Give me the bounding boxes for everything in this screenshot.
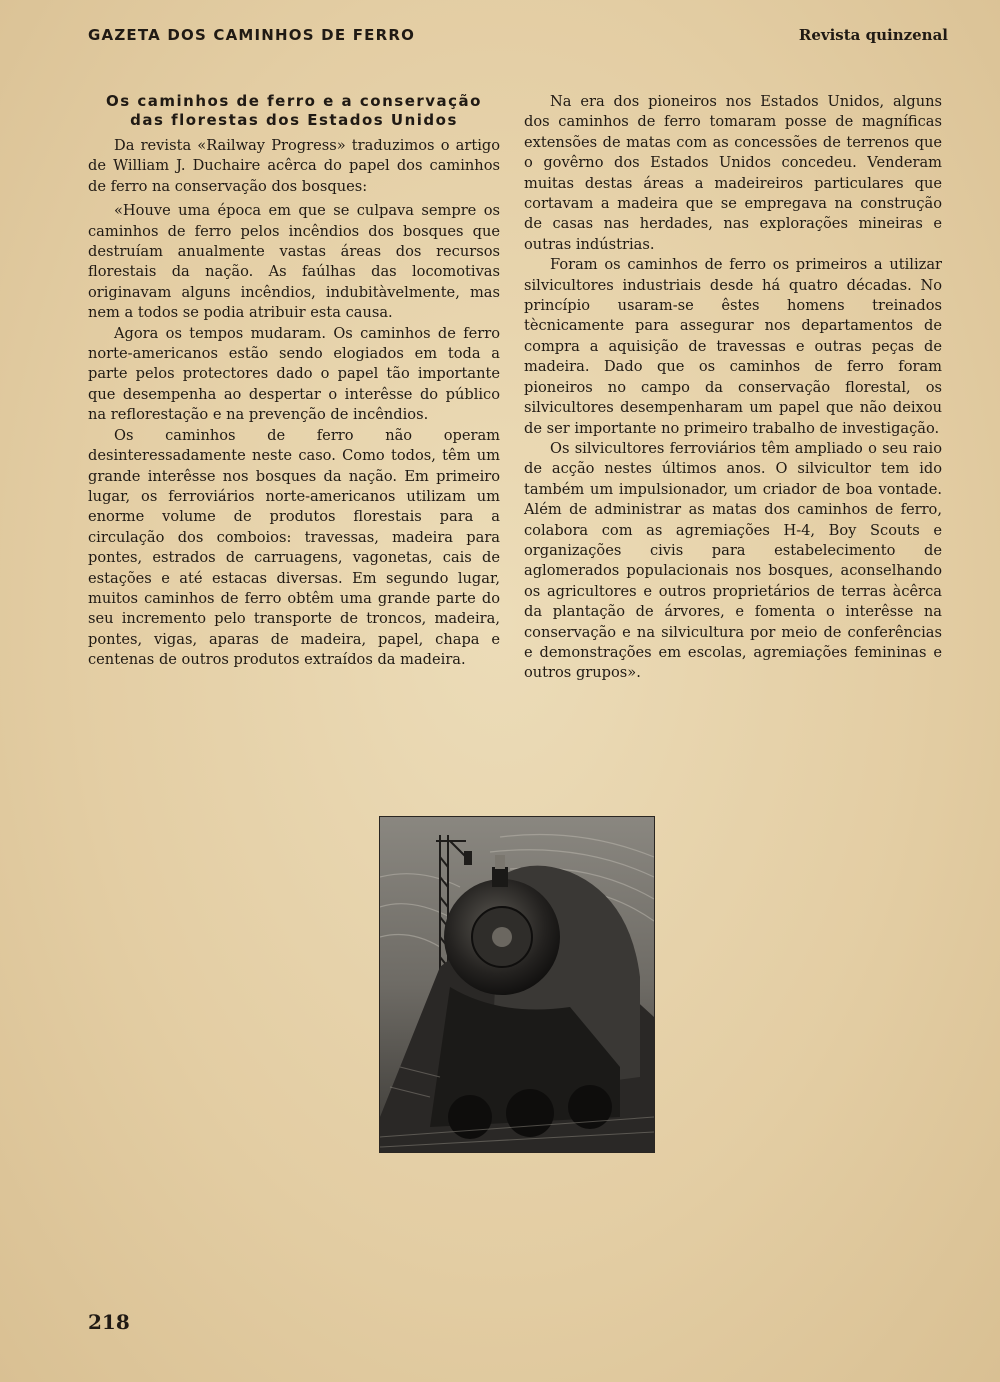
- publication-frequency: Revista quinzenal: [798, 26, 948, 44]
- page-number: 218: [88, 1310, 130, 1334]
- article-title-line-2: das florestas dos Estados Unidos: [130, 111, 458, 129]
- paragraph: Agora os tempos mudaram. Os caminhos de ferro norte-americanos estão sendo elogiados em toda a parte pelos protectores dado o papel tão importante que desempenha ao despertar o interêsse do público na reflorestação e na prevenção de incêndios.: [88, 324, 500, 424]
- right-column: [524, 92, 942, 684]
- paragraph: Os silvicultores ferroviários têm ampliado o seu raio de acção nestes últimos anos. O silvicultor tem ido também um impulsionador, um criador de boa vontade. Além de administrar as matas dos caminhos de ferro, colabora com as agremiações H-4, Boy Scouts e organizações civis para estabelecimento de aglomerados populacionais nos bosques, aconselhando os agricultores e outros proprietários de terras àcêrca da plantação de árvores, e fomenta o interêsse na conservação e na silvicultura por meio de conferências e demonstrações em escolas, agremiações femininas e outros grupos».: [524, 439, 942, 682]
- article-title: [88, 92, 500, 130]
- publication-title: GAZETA DOS CAMINHOS DE FERRO: [88, 26, 416, 44]
- left-column: [88, 92, 500, 671]
- paragraph: Da revista «Railway Progress» traduzimos o artigo de William J. Duchaire acêrca do papel dos caminhos de ferro na conservação dos bosques:: [88, 137, 500, 195]
- paragraph: Na era dos pioneiros nos Estados Unidos, alguns dos caminhos de ferro tomaram posse de magníficas extensões de matas com as concessões de terrenos que o govêrno dos Estados Unidos concedeu. Venderam muitas destas áreas a madeireiros particulares que cortavam a madeira que se empregava na construção de casas nas herdades, nas explorações mineiras e outras indústrias.: [524, 93, 942, 253]
- paragraph: Os caminhos de ferro não operam desinteressadamente neste caso. Como todos, têm um grande interêsse nos bosques da nação. Em primeiro lugar, os ferroviários norte-americanos utilizam um enorme volume de produtos florestais para a circulação dos comboios: travessas, madeira para pontes, estrados de carruagens, vagonetas, cais de estações e até estacas diversas. Em segundo lugar, muitos caminhos de ferro obtêm uma grande parte do seu incremento pelo transporte de troncos, madeira, pontes, vigas, aparas de madeira, papel, chapa e centenas de outros produtos extraídos da madeira.: [88, 426, 500, 669]
- locomotive-engraving: [380, 817, 654, 1152]
- paragraph: Foram os caminhos de ferro os primeiros a utilizar silvicultores industriais desde há quatro décadas. No princípio usaram-se êstes homens treinados tècnicamente para assegurar nos departamentos de compra a aquisição de travessas e outras peças de madeira. Dado que os caminhos de ferro foram pioneiros no campo da conservação florestal, os silvicultores desempenharam um papel que não deixou de ser importante no primeiro trabalho de investigação.: [524, 256, 942, 437]
- locomotive-illustration: [379, 816, 655, 1153]
- running-header: [88, 26, 948, 48]
- paragraph: «Houve uma época em que se culpava sempre os caminhos de ferro pelos incêndios dos bosques que destruíam anualmente vastas áreas dos recursos florestais da nação. As faúlhas das locomotivas originavam alguns incêndios, indubitàvelmente, mas nem a todos se podia atribuir esta causa.: [88, 202, 500, 322]
- article-title-line-1: Os caminhos de ferro e a conservação: [106, 92, 482, 110]
